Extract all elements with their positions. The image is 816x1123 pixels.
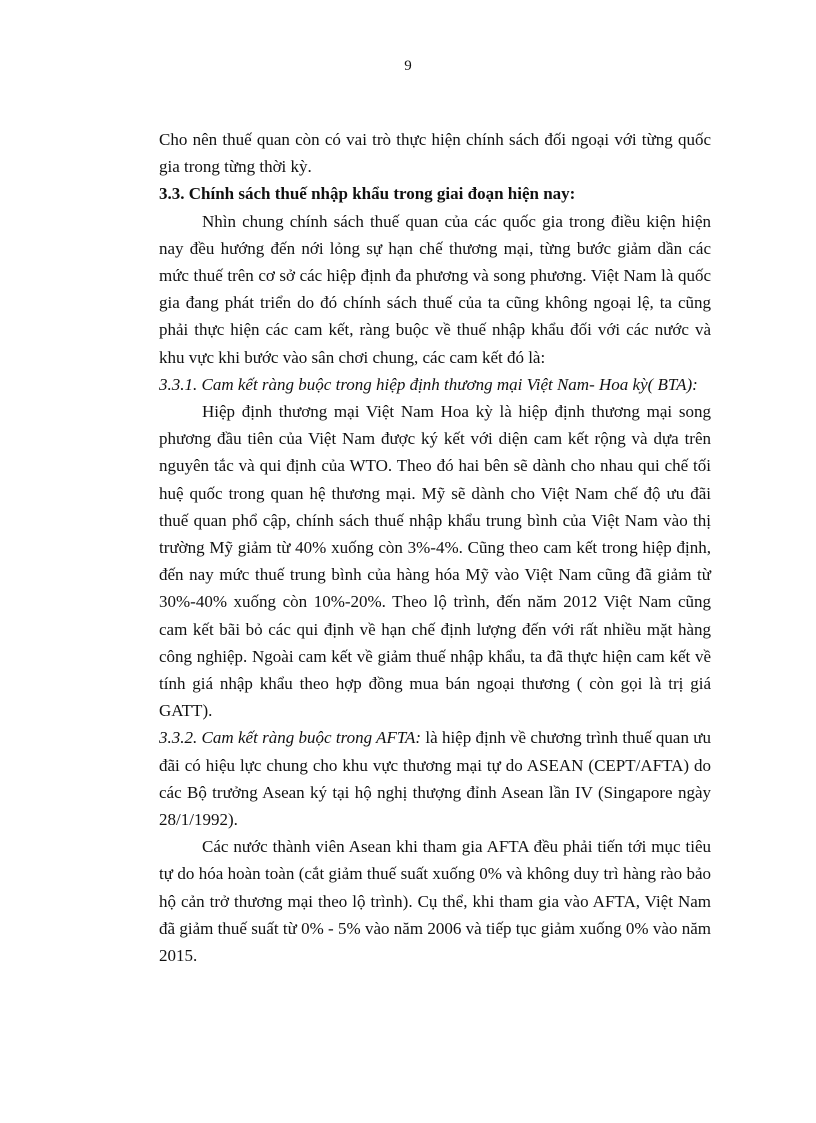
subsection-heading-3-3-2: 3.3.2. Cam kết ràng buộc trong AFTA:	[159, 728, 422, 748]
paragraph-afta-commitment	[159, 724, 711, 833]
document-body	[159, 126, 711, 969]
paragraph-bta-agreement: Hiệp định thương mại Việt Nam Hoa kỳ là hiệp định thương mại song phương đầu tiên của Việt Nam được ký kết với diện cam kết rộng và dựa trên nguyên tắc và qui định của WTO. Theo đó hai bên sẽ dành cho nhau qui chế tối huệ quốc trong quan hệ thương mại. Mỹ sẽ dành cho Việt Nam chế độ ưu đãi thuế quan phổ cập, chính sách thuế nhập khẩu trung bình của Việt Nam vào thị trường Mỹ giảm từ 40% xuống còn 3%-4%. Cũng theo cam kết trong hiệp định, đến nay mức thuế trung bình của hàng hóa Mỹ vào Việt Nam cũng đã giảm từ 30%-40% xuống còn 10%-20%. Theo lộ trình, đến năm 2012 Việt Nam cũng cam kết bãi bỏ các qui định về hạn chế định lượng đến với rất nhiều mặt hàng công nghiệp. Ngoài cam kết về giảm thuế nhập khẩu, ta đã thực hiện cam kết về tính giá nhập khẩu theo hợp đồng mua bán ngoại thương ( còn gọi là trị giá GATT).	[159, 402, 711, 721]
afta-description-text: là hiệp định về chương trình thuế quan ưu đãi có hiệu lực chung cho khu vực thương mại tự do ASEAN (CEPT/AFTA) do các Bộ trưởng Asean ký tại hộ nghị thượng đỉnh Asean lần IV (Singapore ngày 28/1/1992).	[159, 728, 711, 830]
paragraph-import-tax-policy: Nhìn chung chính sách thuế quan của các quốc gia trong điều kiện hiện nay đều hướng đến nới lỏng sự hạn chế thương mại, từng bước giảm dần các mức thuế trên cơ sở các hiệp định đa phương và song phương. Việt Nam là quốc gia đang phát triển do đó chính sách thuế của ta cũng không ngoại lệ, ta cũng phải thực hiện các cam kết, ràng buộc về thuế nhập khẩu đối với các nước và khu vực khi bước vào sân chơi chung, các cam kết đó là:	[159, 211, 711, 367]
page-number: 9	[404, 58, 412, 74]
section-heading-3-3: 3.3. Chính sách thuế nhập khẩu trong giai đoạn hiện nay:	[159, 184, 576, 204]
paragraph-asean-members: Các nước thành viên Asean khi tham gia AFTA đều phải tiến tới mục tiêu tự do hóa hoàn toàn (cắt giảm thuế suất xuống 0% và không duy trì hàng rào bảo hộ cản trở thương mại theo lộ trình). Cụ thể, khi tham gia vào AFTA, Việt Nam đã giảm thuế suất từ 0% - 5% vào năm 2006 và tiếp tục giảm xuống 0% vào năm 2015.	[159, 837, 711, 966]
subsection-heading-3-3-1: 3.3.1. Cam kết ràng buộc trong hiệp định thương mại Việt Nam- Hoa kỳ( BTA):	[159, 374, 698, 394]
paragraph-foreign-policy-role: Cho nên thuế quan còn có vai trò thực hiện chính sách đối ngoại với từng quốc gia trong từng thời kỳ.	[159, 130, 711, 177]
